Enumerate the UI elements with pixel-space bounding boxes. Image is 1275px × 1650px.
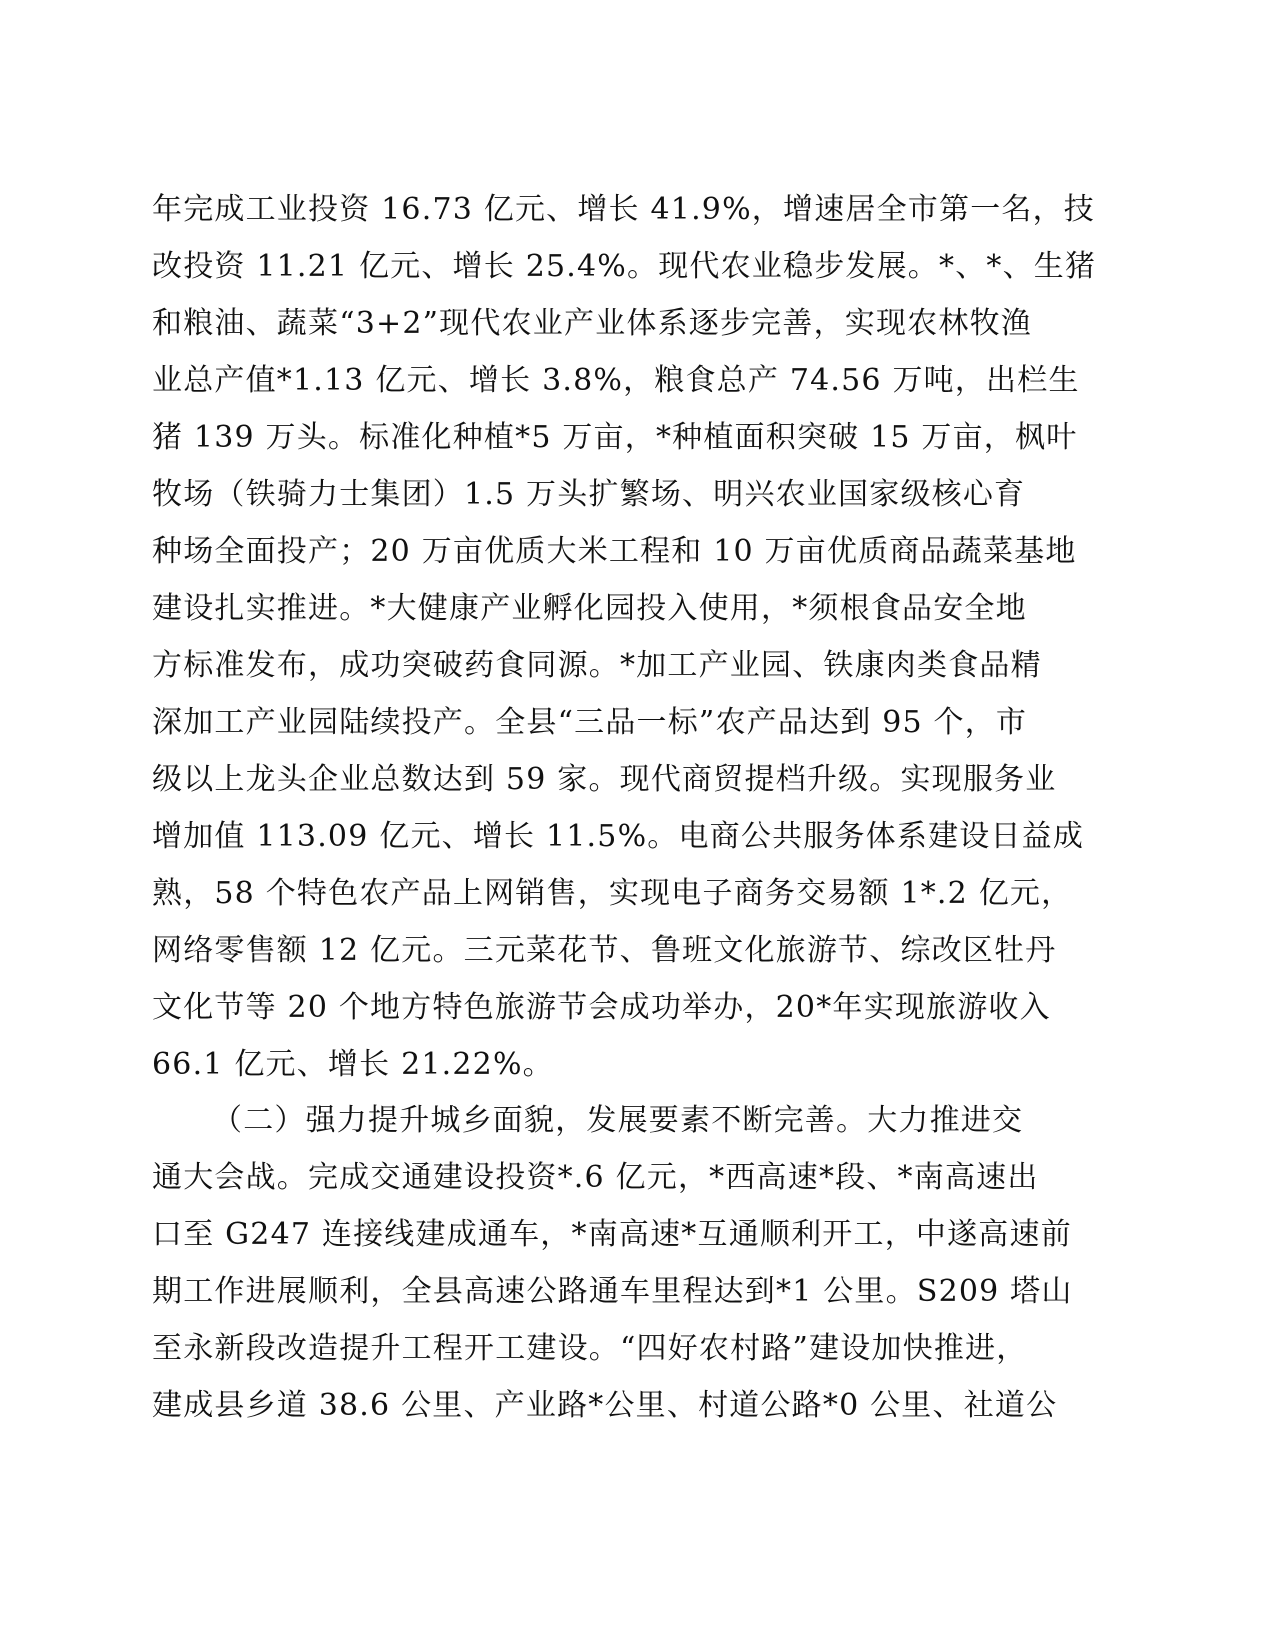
text-line: 66.1 亿元、增长 21.22%。 <box>152 1047 554 1082</box>
text-line: 口至 G247 连接线建成通车，*南高速*互通顺利开工，中遂高速前 <box>152 1217 1072 1252</box>
text-line: 熟，58 个特色农产品上网销售，实现电子商务交易额 1*.2 亿元， <box>152 876 1073 911</box>
text-line: 牧场（铁骑力士集团）1.5 万头扩繁场、明兴农业国家级核心育 <box>152 477 1026 512</box>
text-line: 期工作进展顺利，全县高速公路通车里程达到*1 公里。S209 塔山 <box>152 1274 1073 1309</box>
text-line: 深加工产业园陆续投产。全县“三品一标”农产品达到 95 个，市 <box>152 705 1028 740</box>
text-line: 至永新段改造提升工程开工建设。“四好农村路”建设加快推进， <box>152 1331 1028 1366</box>
text-line: 种场全面投产；20 万亩优质大米工程和 10 万亩优质商品蔬菜基地 <box>152 534 1077 569</box>
text-line: 方标准发布，成功突破药食同源。*加工产业园、铁康肉类食品精 <box>152 648 1042 683</box>
paragraph-1 <box>152 181 1112 1093</box>
text-line: 建成县乡道 38.6 公里、产业路*公里、村道公路*0 公里、社道公 <box>152 1388 1058 1423</box>
text-line: 年完成工业投资 16.73 亿元、增长 41.9%，增速居全市第一名，技 <box>152 192 1095 227</box>
text-line: 通大会战。完成交通建设投资*.6 亿元，*西高速*段、*南高速出 <box>152 1160 1039 1195</box>
text-line: 和粮油、蔬菜“3+2”现代农业产业体系逐步完善，实现农林牧渔 <box>152 306 1032 341</box>
paragraph-2 <box>152 1092 1112 1434</box>
text-line: 网络零售额 12 亿元。三元菜花节、鲁班文化旅游节、综改区牡丹 <box>152 933 1057 968</box>
text-line: 增加值 113.09 亿元、增长 11.5%。电商公共服务体系建设日益成 <box>152 819 1085 854</box>
text-line: 改投资 11.21 亿元、增长 25.4%。现代农业稳步发展。*、*、生猪 <box>152 249 1097 284</box>
text-line: 级以上龙头企业总数达到 59 家。现代商贸提档升级。实现服务业 <box>152 762 1057 797</box>
text-line: 猪 139 万头。标准化种植*5 万亩，*种植面积突破 15 万亩，枫叶 <box>152 420 1078 455</box>
text-line: 建设扎实推进。*大健康产业孵化园投入使用，*须根食品安全地 <box>152 591 1027 626</box>
text-line: 业总产值*1.13 亿元、增长 3.8%，粮食总产 74.56 万吨，出栏生 <box>152 363 1080 398</box>
text-line: （二）强力提升城乡面貌，发展要素不断完善。大力推进交 <box>212 1103 1024 1138</box>
text-line: 文化节等 20 个地方特色旅游节会成功举办，20*年实现旅游收入 <box>152 990 1051 1025</box>
